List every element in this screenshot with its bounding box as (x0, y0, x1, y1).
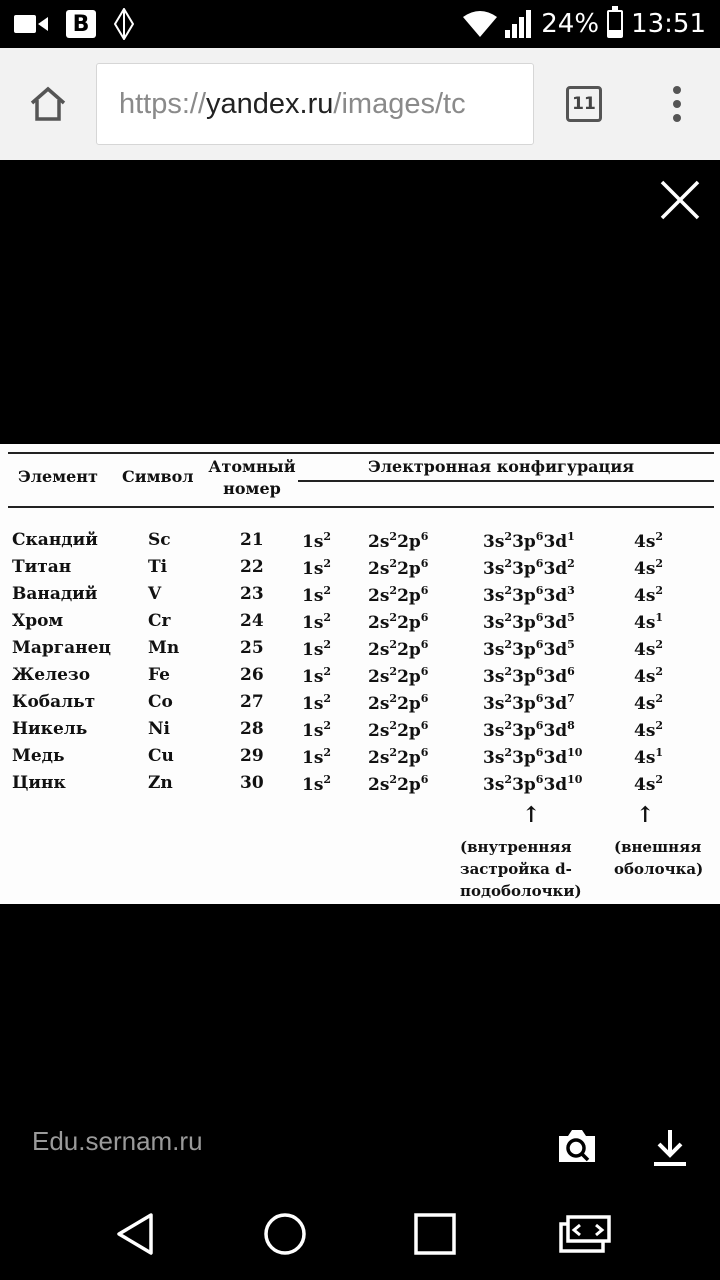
electron-count: 6 (535, 773, 544, 786)
more-menu-button[interactable] (634, 48, 720, 160)
orbital-label: 2s (368, 775, 390, 795)
electron-count: 2 (504, 611, 513, 624)
orbital-label: 3s (483, 748, 505, 768)
recents-icon (413, 1212, 457, 1256)
orbital-label: 2p (397, 721, 421, 741)
cell-element: Медь (12, 746, 65, 766)
battery-percent: 24% (541, 9, 600, 39)
cell-outer-4s (634, 611, 663, 633)
electron-count: 8 (567, 719, 575, 732)
electron-count: 2 (389, 557, 398, 570)
cell-atomic-number: 27 (240, 692, 264, 712)
table-top-rule (8, 452, 714, 454)
wifi-icon (463, 11, 497, 37)
electron-count: 6 (420, 530, 429, 543)
switch-app-button[interactable] (555, 1204, 615, 1264)
nav-home-button[interactable] (255, 1204, 315, 1264)
electron-count: 2 (655, 557, 664, 570)
back-button[interactable] (105, 1204, 165, 1264)
orbital-label: 3d (543, 586, 568, 606)
orbital-label: 3p (512, 694, 536, 714)
cell-1s-shell (302, 773, 331, 795)
electron-count: 2 (504, 746, 513, 759)
electron-count: 6 (567, 665, 575, 678)
orbital-label: 3p (512, 559, 536, 579)
electron-count: 2 (504, 584, 513, 597)
cell-atomic-number: 24 (240, 611, 264, 631)
electron-count: 2 (504, 557, 513, 570)
cell-element: Ванадий (12, 584, 98, 604)
orbital-label: 3p (512, 640, 536, 660)
search-by-image-button[interactable] (555, 1126, 599, 1166)
electron-count: 2 (323, 773, 332, 786)
cell-atomic-number: 29 (240, 746, 264, 766)
orbital-label: 2p (397, 586, 421, 606)
orbital-label: 4s (634, 667, 656, 687)
orbital-label: 2s (368, 748, 390, 768)
image-preview[interactable] (0, 444, 720, 904)
orbital-label: 3s (483, 694, 505, 714)
cell-outer-4s (634, 773, 663, 795)
electron-count: 6 (420, 773, 429, 786)
cell-symbol: V (148, 584, 162, 604)
cell-2nd-shell (368, 638, 428, 660)
orbital-label: 3d (543, 559, 568, 579)
url-domain: yandex.ru (206, 87, 334, 120)
cell-symbol: Fe (148, 665, 170, 685)
cell-inner-3-shell (483, 665, 575, 687)
orbital-label: 3s (483, 640, 505, 660)
cell-atomic-number: 26 (240, 665, 264, 685)
electron-count: 6 (420, 719, 429, 732)
header-symbol: Символ (122, 467, 194, 486)
orbital-label: 3s (483, 667, 505, 687)
url-path: /images/tc (333, 87, 466, 120)
cell-element: Железо (12, 665, 91, 685)
cell-symbol: Ni (148, 719, 170, 739)
electron-count: 10 (567, 773, 583, 786)
cell-2nd-shell (368, 611, 428, 633)
orbital-label: 2p (397, 532, 421, 552)
electron-count: 6 (420, 557, 429, 570)
note-outer-shell (614, 836, 703, 880)
electron-count: 7 (567, 692, 575, 705)
orbital-label: 4s (634, 532, 656, 552)
electron-count: 5 (567, 638, 575, 651)
cell-outer-4s (634, 746, 663, 768)
electron-count: 2 (323, 692, 332, 705)
orbital-label: 3d (543, 640, 568, 660)
electron-count: 6 (420, 665, 429, 678)
orbital-label: 1s (302, 721, 324, 741)
electron-count: 2 (389, 530, 398, 543)
electron-count: 2 (323, 557, 332, 570)
cell-outer-4s (634, 719, 663, 741)
orbital-label: 2s (368, 613, 390, 633)
orbital-label: 4s (634, 559, 656, 579)
orbital-label: 3p (512, 721, 536, 741)
electron-count: 1 (655, 746, 664, 759)
download-icon (648, 1126, 692, 1170)
electron-count: 2 (567, 557, 575, 570)
electron-count: 2 (323, 584, 332, 597)
orbital-label: 3p (512, 532, 536, 552)
electron-count: 6 (420, 638, 429, 651)
cell-symbol: Cr (148, 611, 171, 631)
orbital-label: 4s (634, 613, 656, 633)
header-element: Элемент (18, 467, 98, 486)
orbital-label: 3d (543, 667, 568, 687)
signal-icon (505, 10, 533, 38)
arrow-outer: ↑ (636, 802, 655, 828)
electron-count: 2 (504, 773, 513, 786)
electron-count: 5 (567, 611, 575, 624)
cell-atomic-number: 30 (240, 773, 264, 793)
home-icon (29, 86, 67, 122)
electron-count: 2 (323, 530, 332, 543)
electron-count: 6 (535, 530, 544, 543)
cell-1s-shell (302, 530, 331, 552)
electron-count: 2 (655, 773, 664, 786)
home-button[interactable] (0, 48, 96, 160)
note-inner-shell (460, 836, 582, 902)
cell-inner-3-shell (483, 773, 582, 795)
url-bar[interactable] (96, 63, 534, 145)
electron-count: 2 (504, 665, 513, 678)
orbital-label: 3d (543, 775, 568, 795)
tabs-button[interactable] (534, 48, 634, 160)
orbital-label: 1s (302, 694, 324, 714)
clock: 13:51 (631, 9, 706, 39)
cell-symbol: Sc (148, 530, 171, 550)
close-icon (656, 176, 704, 224)
electron-count: 6 (535, 611, 544, 624)
note-outer-line: (внешняя (614, 838, 702, 856)
electron-count: 2 (655, 719, 664, 732)
orbital-label: 2p (397, 559, 421, 579)
orbital-label: 3p (512, 748, 536, 768)
electron-count: 1 (567, 530, 575, 543)
electron-count: 2 (504, 719, 513, 732)
more-vert-dot (673, 114, 681, 122)
cell-outer-4s (634, 557, 663, 579)
orbital-label: 2s (368, 721, 390, 741)
orbital-label: 3s (483, 559, 505, 579)
orbital-label: 2s (368, 667, 390, 687)
orbital-label: 2p (397, 694, 421, 714)
table-header-rule (8, 506, 714, 508)
orbital-label: 3s (483, 613, 505, 633)
electron-count: 2 (389, 773, 398, 786)
electron-count: 2 (504, 530, 513, 543)
orbital-label: 4s (634, 775, 656, 795)
electron-count: 2 (655, 638, 664, 651)
cell-2nd-shell (368, 773, 428, 795)
image-source-link[interactable]: Edu.sernam.ru (32, 1126, 203, 1156)
recents-button[interactable] (405, 1204, 465, 1264)
electron-count: 2 (655, 530, 664, 543)
orbital-label: 3s (483, 586, 505, 606)
electron-count: 3 (567, 584, 575, 597)
orbital-label: 3p (512, 613, 536, 633)
cell-2nd-shell (368, 530, 428, 552)
orbital-label: 3d (543, 721, 568, 741)
cell-2nd-shell (368, 665, 428, 687)
electron-count: 6 (420, 611, 429, 624)
electron-count: 6 (535, 638, 544, 651)
orbital-label: 2s (368, 586, 390, 606)
cell-inner-3-shell (483, 719, 575, 741)
note-inner-line: застройка d- (460, 860, 572, 878)
orbital-label: 4s (634, 694, 656, 714)
cell-inner-3-shell (483, 638, 575, 660)
electron-count: 6 (535, 557, 544, 570)
orbital-label: 1s (302, 532, 324, 552)
cell-outer-4s (634, 692, 663, 714)
electron-count: 2 (655, 584, 664, 597)
config-subrule (298, 480, 714, 482)
orbital-label: 2p (397, 613, 421, 633)
cell-atomic-number: 22 (240, 557, 264, 577)
cell-2nd-shell (368, 692, 428, 714)
orbital-label: 1s (302, 775, 324, 795)
orbital-label: 3d (543, 694, 568, 714)
electron-count: 2 (323, 611, 332, 624)
cell-element: Кобальт (12, 692, 96, 712)
orbital-label: 1s (302, 613, 324, 633)
nav-home-icon (263, 1212, 307, 1256)
electron-count: 2 (504, 692, 513, 705)
electron-count: 6 (420, 746, 429, 759)
electron-count: 2 (389, 665, 398, 678)
orbital-label: 2p (397, 775, 421, 795)
cell-atomic-number: 23 (240, 584, 264, 604)
url-scheme: https:// (119, 87, 207, 120)
orbital-label: 2p (397, 667, 421, 687)
orbital-label: 3d (543, 613, 568, 633)
cell-element: Марганец (12, 638, 111, 658)
header-atomic-line2: номер (223, 479, 281, 498)
nav-app-icon (114, 8, 134, 40)
download-button[interactable] (648, 1126, 692, 1170)
note-outer-line: оболочка) (614, 860, 704, 878)
orbital-label: 3s (483, 532, 505, 552)
video-camera-icon (14, 13, 48, 35)
cell-1s-shell (302, 665, 331, 687)
electron-count: 2 (323, 665, 332, 678)
orbital-label: 1s (302, 667, 324, 687)
cell-1s-shell (302, 692, 331, 714)
electron-count: 2 (655, 665, 664, 678)
electron-count: 2 (389, 638, 398, 651)
status-bar (0, 0, 720, 48)
orbital-label: 2s (368, 532, 390, 552)
switch-app-icon (558, 1214, 612, 1254)
cell-inner-3-shell (483, 746, 582, 768)
orbital-label: 3p (512, 775, 536, 795)
more-vert-icon (673, 86, 681, 94)
android-nav-bar (0, 1188, 720, 1280)
electron-count: 2 (323, 719, 332, 732)
cell-1s-shell (302, 746, 331, 768)
vk-app-icon: B (66, 10, 96, 38)
cell-outer-4s (634, 638, 663, 660)
electron-count: 2 (323, 638, 332, 651)
cell-symbol: Co (148, 692, 173, 712)
cell-element: Хром (12, 611, 64, 631)
electron-count: 2 (389, 746, 398, 759)
cell-element: Цинк (12, 773, 66, 793)
orbital-label: 2p (397, 748, 421, 768)
orbital-label: 4s (634, 721, 656, 741)
cell-1s-shell (302, 638, 331, 660)
orbital-label: 3s (483, 775, 505, 795)
orbital-label: 2p (397, 640, 421, 660)
cell-inner-3-shell (483, 557, 575, 579)
electron-count: 2 (389, 692, 398, 705)
orbital-label: 3d (543, 532, 568, 552)
cell-symbol: Mn (148, 638, 180, 658)
orbital-label: 1s (302, 586, 324, 606)
cell-2nd-shell (368, 746, 428, 768)
close-button[interactable] (656, 176, 704, 224)
orbital-label: 2s (368, 559, 390, 579)
orbital-label: 1s (302, 748, 324, 768)
cell-element: Скандий (12, 530, 98, 550)
battery-icon (607, 10, 623, 38)
cell-1s-shell (302, 557, 331, 579)
cell-1s-shell (302, 611, 331, 633)
note-inner-line: подоболочки) (460, 882, 582, 900)
orbital-label: 4s (634, 748, 656, 768)
cell-symbol: Ti (148, 557, 168, 577)
electron-count: 2 (389, 584, 398, 597)
orbital-label: 3d (543, 748, 568, 768)
orbital-label: 1s (302, 640, 324, 660)
electron-count: 2 (323, 746, 332, 759)
electron-count: 2 (389, 719, 398, 732)
electron-count: 2 (389, 611, 398, 624)
electron-count: 6 (535, 665, 544, 678)
back-icon (115, 1212, 155, 1256)
cell-2nd-shell (368, 719, 428, 741)
cell-inner-3-shell (483, 611, 575, 633)
orbital-label: 2s (368, 640, 390, 660)
cell-1s-shell (302, 584, 331, 606)
cell-symbol: Cu (148, 746, 174, 766)
cell-1s-shell (302, 719, 331, 741)
cell-inner-3-shell (483, 530, 575, 552)
cell-atomic-number: 25 (240, 638, 264, 658)
cell-outer-4s (634, 665, 663, 687)
orbital-label: 3p (512, 586, 536, 606)
orbital-label: 2s (368, 694, 390, 714)
cell-inner-3-shell (483, 584, 575, 606)
header-atomic (204, 456, 300, 500)
camera-search-icon (555, 1126, 599, 1166)
electron-count: 6 (420, 584, 429, 597)
note-inner-line: (внутренняя (460, 838, 572, 856)
cell-element: Никель (12, 719, 88, 739)
electron-count: 6 (535, 584, 544, 597)
orbital-label: 4s (634, 586, 656, 606)
electron-count: 1 (655, 611, 664, 624)
cell-outer-4s (634, 584, 663, 606)
cell-2nd-shell (368, 584, 428, 606)
electron-count: 6 (535, 719, 544, 732)
arrow-inner: ↑ (522, 802, 541, 828)
orbital-label: 3p (512, 667, 536, 687)
cell-symbol: Zn (148, 773, 173, 793)
electron-count: 6 (535, 746, 544, 759)
header-atomic-line1: Атомный (208, 457, 296, 476)
more-vert-dot (673, 100, 681, 108)
tabs-icon: 11 (566, 86, 602, 122)
electron-count: 6 (535, 692, 544, 705)
cell-outer-4s (634, 530, 663, 552)
header-config: Электронная конфигурация (368, 457, 635, 476)
electron-count: 6 (420, 692, 429, 705)
cell-atomic-number: 28 (240, 719, 264, 739)
browser-toolbar (0, 48, 720, 160)
orbital-label: 1s (302, 559, 324, 579)
electron-count: 2 (655, 692, 664, 705)
electron-count: 10 (567, 746, 583, 759)
cell-element: Титан (12, 557, 72, 577)
cell-inner-3-shell (483, 692, 575, 714)
electron-count: 2 (504, 638, 513, 651)
cell-2nd-shell (368, 557, 428, 579)
orbital-label: 3s (483, 721, 505, 741)
cell-atomic-number: 21 (240, 530, 264, 550)
orbital-label: 4s (634, 640, 656, 660)
